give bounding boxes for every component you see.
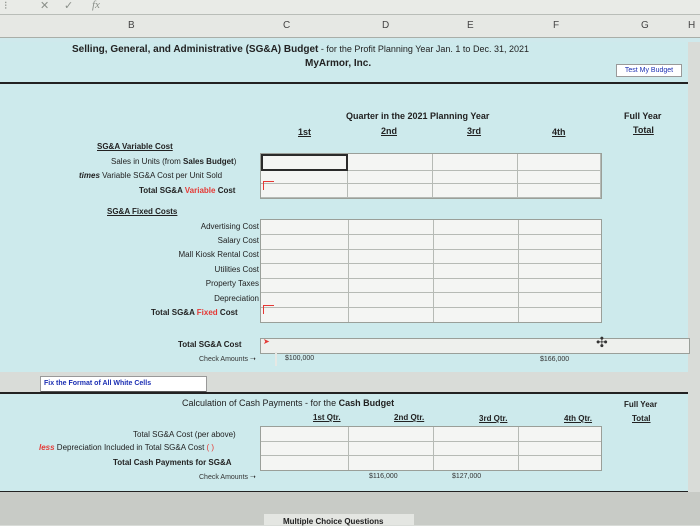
quarter-3-header: 3rd — [467, 126, 482, 136]
quarter-2-header: 2nd — [381, 126, 398, 136]
var-cost-q1-cell[interactable] — [261, 171, 348, 184]
cash-check-q2-value: $116,000 — [369, 473, 398, 480]
sales-units-q4-cell[interactable] — [518, 154, 601, 171]
total-fixed-cost-label: Total SG&A Fixed Cost — [151, 308, 238, 317]
plus-cursor-icon: ✣ — [596, 334, 608, 350]
column-header[interactable]: C — [283, 20, 291, 31]
sales-units-q2-cell[interactable] — [348, 154, 433, 171]
variable-cost-grid — [260, 153, 602, 199]
cash-full-year-header: Full Year — [624, 400, 658, 409]
formula-bar — [0, 0, 700, 15]
cash-full-year-total-header: Total — [632, 414, 651, 423]
fix-format-button[interactable]: Fix the Format of All White Cells — [40, 376, 207, 393]
cash-q1-header: 1st Qtr. — [313, 413, 341, 422]
fixed-item-label: Utilities Cost — [214, 265, 259, 274]
full-year-header: Full Year — [624, 111, 662, 121]
quarter-4-header: 4th — [552, 127, 566, 137]
full-year-total-header: Total — [633, 125, 654, 135]
column-header[interactable]: G — [641, 20, 649, 31]
cash-check-q3-value: $127,000 — [452, 473, 482, 480]
fixed-cost-heading: SG&A Fixed Costs — [107, 207, 178, 216]
var-cost-q2-cell[interactable] — [348, 171, 433, 184]
cash-q2-header: 2nd Qtr. — [394, 413, 425, 422]
column-header-row — [0, 15, 700, 38]
fixed-cost-grid — [260, 219, 602, 323]
var-cost-q4-cell[interactable] — [518, 171, 601, 184]
check-amounts-label: Check Amounts ➝ — [199, 356, 256, 363]
column-header[interactable]: E — [467, 20, 474, 31]
error-indicator — [263, 305, 274, 314]
total-variable-cost-label: Total SG&A Variable Cost — [139, 186, 236, 195]
company-name: MyArmor, Inc. — [305, 58, 372, 69]
check-q1-value: $100,000 — [285, 355, 315, 362]
total-sga-label: Total SG&A Cost — [178, 340, 242, 349]
fixed-item-label: Mall Kiosk Rental Cost — [178, 250, 259, 259]
error-indicator — [263, 181, 274, 190]
fx-icon[interactable]: fx — [92, 0, 100, 11]
column-header[interactable]: F — [553, 20, 560, 31]
quarter-1-header: 1st — [298, 127, 312, 137]
column-header[interactable]: D — [382, 20, 390, 31]
total-var-q3-cell[interactable] — [433, 184, 518, 198]
sales-units-q3-cell[interactable] — [433, 154, 518, 171]
total-var-q1-cell[interactable] — [261, 184, 348, 198]
cash-row3-label: Total Cash Payments for SG&A — [113, 458, 232, 467]
check-icon[interactable]: ✓ — [64, 0, 74, 12]
total-sga-row[interactable] — [260, 338, 690, 354]
check-q4-value: $166,000 — [540, 356, 570, 363]
test-budget-button[interactable]: Test My Budget — [616, 64, 682, 77]
cash-q3-header: 3rd Qtr. — [479, 414, 508, 423]
cash-q4-header: 4th Qtr. — [564, 414, 593, 423]
close-icon[interactable]: ✕ — [40, 0, 50, 12]
sales-units-label: Sales in Units (from Sales Budget) — [111, 157, 237, 166]
variable-cost-heading: SG&A Variable Cost — [97, 142, 173, 151]
fixed-item-label: Property Taxes — [205, 279, 259, 288]
column-header[interactable]: H — [688, 20, 696, 31]
column-header[interactable]: B — [128, 20, 135, 31]
cash-check-label: Check Amounts ➝ — [199, 474, 256, 481]
red-arrow-icon: ➤ — [263, 337, 270, 346]
total-var-q4-cell[interactable] — [518, 184, 601, 198]
sales-units-q1-cell[interactable] — [261, 154, 348, 171]
cash-grid — [260, 426, 602, 471]
multiple-choice-heading: Multiple Choice Questions — [283, 517, 384, 526]
fixed-item-label: Depreciation — [214, 294, 259, 303]
page-title: Selling, General, and Administrative (SG&A) Budget - for the Profit Planning Year Jan. 1 to Dec. 31, 2021 — [72, 44, 529, 55]
quarter-heading: Quarter in the 2021 Planning Year — [346, 111, 490, 121]
cash-row1-label: Total SG&A Cost (per above) — [133, 430, 236, 439]
variable-cost-per-unit-label: times Variable SG&A Cost per Unit Sold — [79, 171, 223, 180]
cash-heading: Calculation of Cash Payments - for the Cash Budget — [182, 398, 395, 408]
fixed-item-label: Advertising Cost — [200, 222, 259, 231]
fixed-item-label: Salary Cost — [217, 236, 259, 245]
expand-icon[interactable]: ⁝ — [4, 0, 8, 12]
total-var-q2-cell[interactable] — [348, 184, 433, 198]
var-cost-q3-cell[interactable] — [433, 171, 518, 184]
cash-row2-label: less Depreciation Included in Total SG&A Cost ( ) — [39, 443, 215, 452]
